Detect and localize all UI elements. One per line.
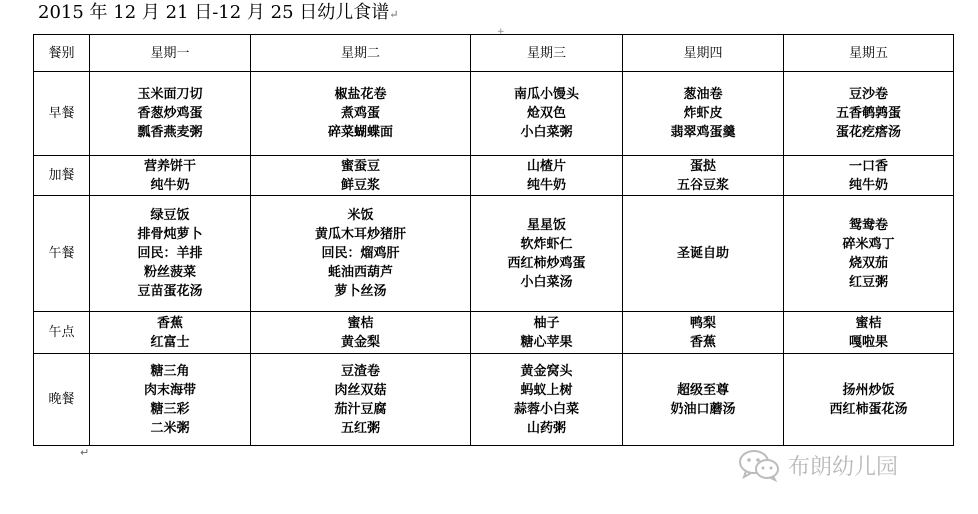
meal-type-cell	[34, 312, 90, 354]
meal-type-label: 午点	[48, 325, 75, 340]
meal-row	[34, 156, 954, 196]
dish-item: 纯牛奶	[848, 177, 888, 193]
dish-item: 黄瓜木耳炒猪肝	[314, 227, 406, 242]
dish-item: 扬州炒饭	[842, 382, 895, 398]
dish-item: 排骨炖萝卜	[137, 227, 203, 242]
dish-item: 蚝油西葫芦	[327, 265, 393, 280]
dish-item: 糖心苹果	[520, 334, 573, 350]
dish-item: 纯牛奶	[150, 177, 190, 193]
dish-item: 纯牛奶	[526, 177, 566, 193]
dish-item: 蒜蓉小白菜	[513, 401, 579, 417]
dish-item: 肉丝双菇	[334, 382, 387, 398]
menu-cell	[90, 156, 251, 196]
dish-item: 粉丝菠菜	[143, 265, 196, 280]
dish-item: 米饭	[347, 208, 374, 223]
dish-item: 小白菜汤	[520, 274, 573, 290]
day-header	[471, 35, 623, 72]
dish-item: 红豆粥	[848, 274, 888, 290]
dish-item: 蚂蚁上树	[520, 382, 573, 398]
menu-cell	[784, 72, 954, 156]
dish-item: 蜜蚕豆	[340, 158, 380, 174]
meal-type-label: 加餐	[48, 168, 75, 183]
dish-item: 南瓜小馒头	[513, 87, 579, 102]
dish-item: 蜜桔	[855, 315, 882, 331]
dish-item: 超级至尊	[676, 382, 729, 398]
menu-cell	[90, 354, 251, 446]
page-title	[38, 0, 399, 26]
menu-cell	[471, 312, 623, 354]
meal-row	[34, 312, 954, 354]
dish-item: 豆沙卷	[848, 87, 888, 102]
dish-item: 营养饼干	[143, 158, 196, 174]
dish-item: 红富士	[150, 334, 190, 350]
dish-item: 小白菜粥	[520, 125, 573, 140]
dish-item: 茄汁豆腐	[334, 401, 387, 417]
paragraph-mark: ↵	[389, 8, 399, 21]
dish-item: 鲜豆浆	[340, 177, 380, 193]
menu-cell	[784, 156, 954, 196]
dish-item: 二米粥	[150, 420, 190, 436]
menu-cell	[471, 354, 623, 446]
menu-cell	[90, 196, 251, 312]
dish-item: 糖三角	[150, 363, 190, 379]
menu-cell	[623, 354, 784, 446]
dish-item: 黄金窝头	[520, 363, 573, 379]
dish-item: 豆苗蛋花汤	[137, 284, 203, 299]
menu-cell	[251, 196, 471, 312]
dish-item: 瓢香燕麦粥	[137, 125, 203, 140]
meal-type-label: 午餐	[48, 246, 75, 261]
menu-cell	[251, 354, 471, 446]
menu-cell	[623, 312, 784, 354]
meal-type-cell	[34, 196, 90, 312]
meal-type-cell	[34, 156, 90, 196]
header-row	[34, 35, 954, 72]
dish-item: 蜜桔	[347, 315, 374, 331]
dish-item: 葱油卷	[683, 87, 723, 102]
menu-cell	[471, 72, 623, 156]
dish-item: 山药粥	[526, 420, 566, 436]
day-header-label: 星期三	[526, 45, 566, 61]
dish-item: 柚子	[533, 315, 560, 331]
dish-item: 炸虾皮	[683, 106, 723, 121]
dish-item: 椒盐花卷	[334, 87, 387, 102]
dish-item: 鸭梨	[689, 315, 716, 331]
day-header	[90, 35, 251, 72]
dish-item: 玉米面刀切	[137, 87, 203, 102]
title-text: 2015 年 12 月 21 日-12 月 25 日幼儿食谱	[38, 2, 390, 23]
dish-item: 炝双色	[526, 106, 566, 121]
header-label: 餐别	[48, 45, 75, 61]
dish-item: 烧双茄	[848, 255, 888, 271]
day-header	[623, 35, 784, 72]
watermark	[738, 448, 898, 482]
dish-item: 西红柿炒鸡蛋	[507, 255, 586, 271]
menu-cell	[90, 312, 251, 354]
dish-item: 奶油口蘑汤	[670, 401, 736, 417]
day-header-label: 星期五	[848, 45, 888, 61]
dish-item: 五谷豆浆	[676, 177, 729, 193]
menu-cell	[623, 156, 784, 196]
dish-item: 嘎啦果	[848, 334, 888, 350]
meal-row	[34, 196, 954, 312]
dish-item: 肉末海带	[143, 382, 196, 398]
menu-cell	[90, 72, 251, 156]
dish-item: 西红柿蛋花汤	[829, 401, 908, 417]
menu-cell	[251, 312, 471, 354]
dish-item: 星星饭	[526, 217, 566, 233]
day-header-label: 星期四	[683, 45, 723, 61]
dish-item: 豆渣卷	[340, 363, 380, 379]
menu-cell	[251, 156, 471, 196]
dish-item: 香蕉	[156, 315, 183, 331]
day-header	[251, 35, 471, 72]
dish-item: 煮鸡蛋	[340, 106, 380, 121]
menu-cell	[784, 312, 954, 354]
dish-item: 山楂片	[526, 158, 566, 174]
dish-item: 萝卜丝汤	[334, 284, 387, 299]
dish-item: 圣诞自助	[676, 246, 729, 261]
meal-type-label: 早餐	[48, 106, 75, 121]
dish-item: 香葱炒鸡蛋	[137, 106, 203, 121]
dish-item: 回民：羊排	[137, 246, 203, 261]
dish-item: 翡翠鸡蛋羹	[670, 125, 736, 140]
dish-item: 一口香	[848, 158, 888, 174]
menu-cell	[784, 354, 954, 446]
dish-item: 碎米鸡丁	[842, 236, 895, 252]
dish-item: 五香鹌鹑蛋	[835, 106, 901, 121]
dish-item: 蛋挞	[689, 158, 716, 174]
meal-row	[34, 72, 954, 156]
meal-type-header	[34, 35, 90, 72]
paragraph-mark: ↵	[80, 446, 90, 459]
menu-cell	[471, 156, 623, 196]
watermark-text: 布朗幼儿园	[788, 454, 899, 480]
day-header-label: 星期一	[150, 45, 190, 61]
dish-item: 黄金梨	[340, 334, 380, 350]
menu-cell	[623, 72, 784, 156]
wechat-icon	[738, 448, 780, 482]
dish-item: 绿豆饭	[150, 208, 190, 223]
dish-item: 糖三彩	[150, 401, 190, 417]
day-header	[784, 35, 954, 72]
menu-cell	[471, 196, 623, 312]
menu-cell	[784, 196, 954, 312]
dish-item: 碎菜蝴蝶面	[327, 125, 393, 140]
dish-item: 软炸虾仁	[520, 236, 573, 252]
dish-item: 鸳鸯卷	[848, 217, 888, 233]
menu-cell	[623, 196, 784, 312]
menu-cell	[251, 72, 471, 156]
table-anchor-mark: +	[497, 27, 505, 37]
meal-row	[34, 354, 954, 446]
day-header-label: 星期二	[340, 45, 380, 61]
menu-table	[33, 34, 954, 446]
dish-item: 回民：熘鸡肝	[321, 246, 400, 261]
dish-item: 香蕉	[689, 334, 716, 350]
meal-type-cell	[34, 72, 90, 156]
meal-type-label: 晚餐	[48, 392, 75, 407]
dish-item: 五红粥	[340, 420, 380, 436]
dish-item: 蛋花疙瘩汤	[835, 125, 901, 140]
meal-type-cell	[34, 354, 90, 446]
